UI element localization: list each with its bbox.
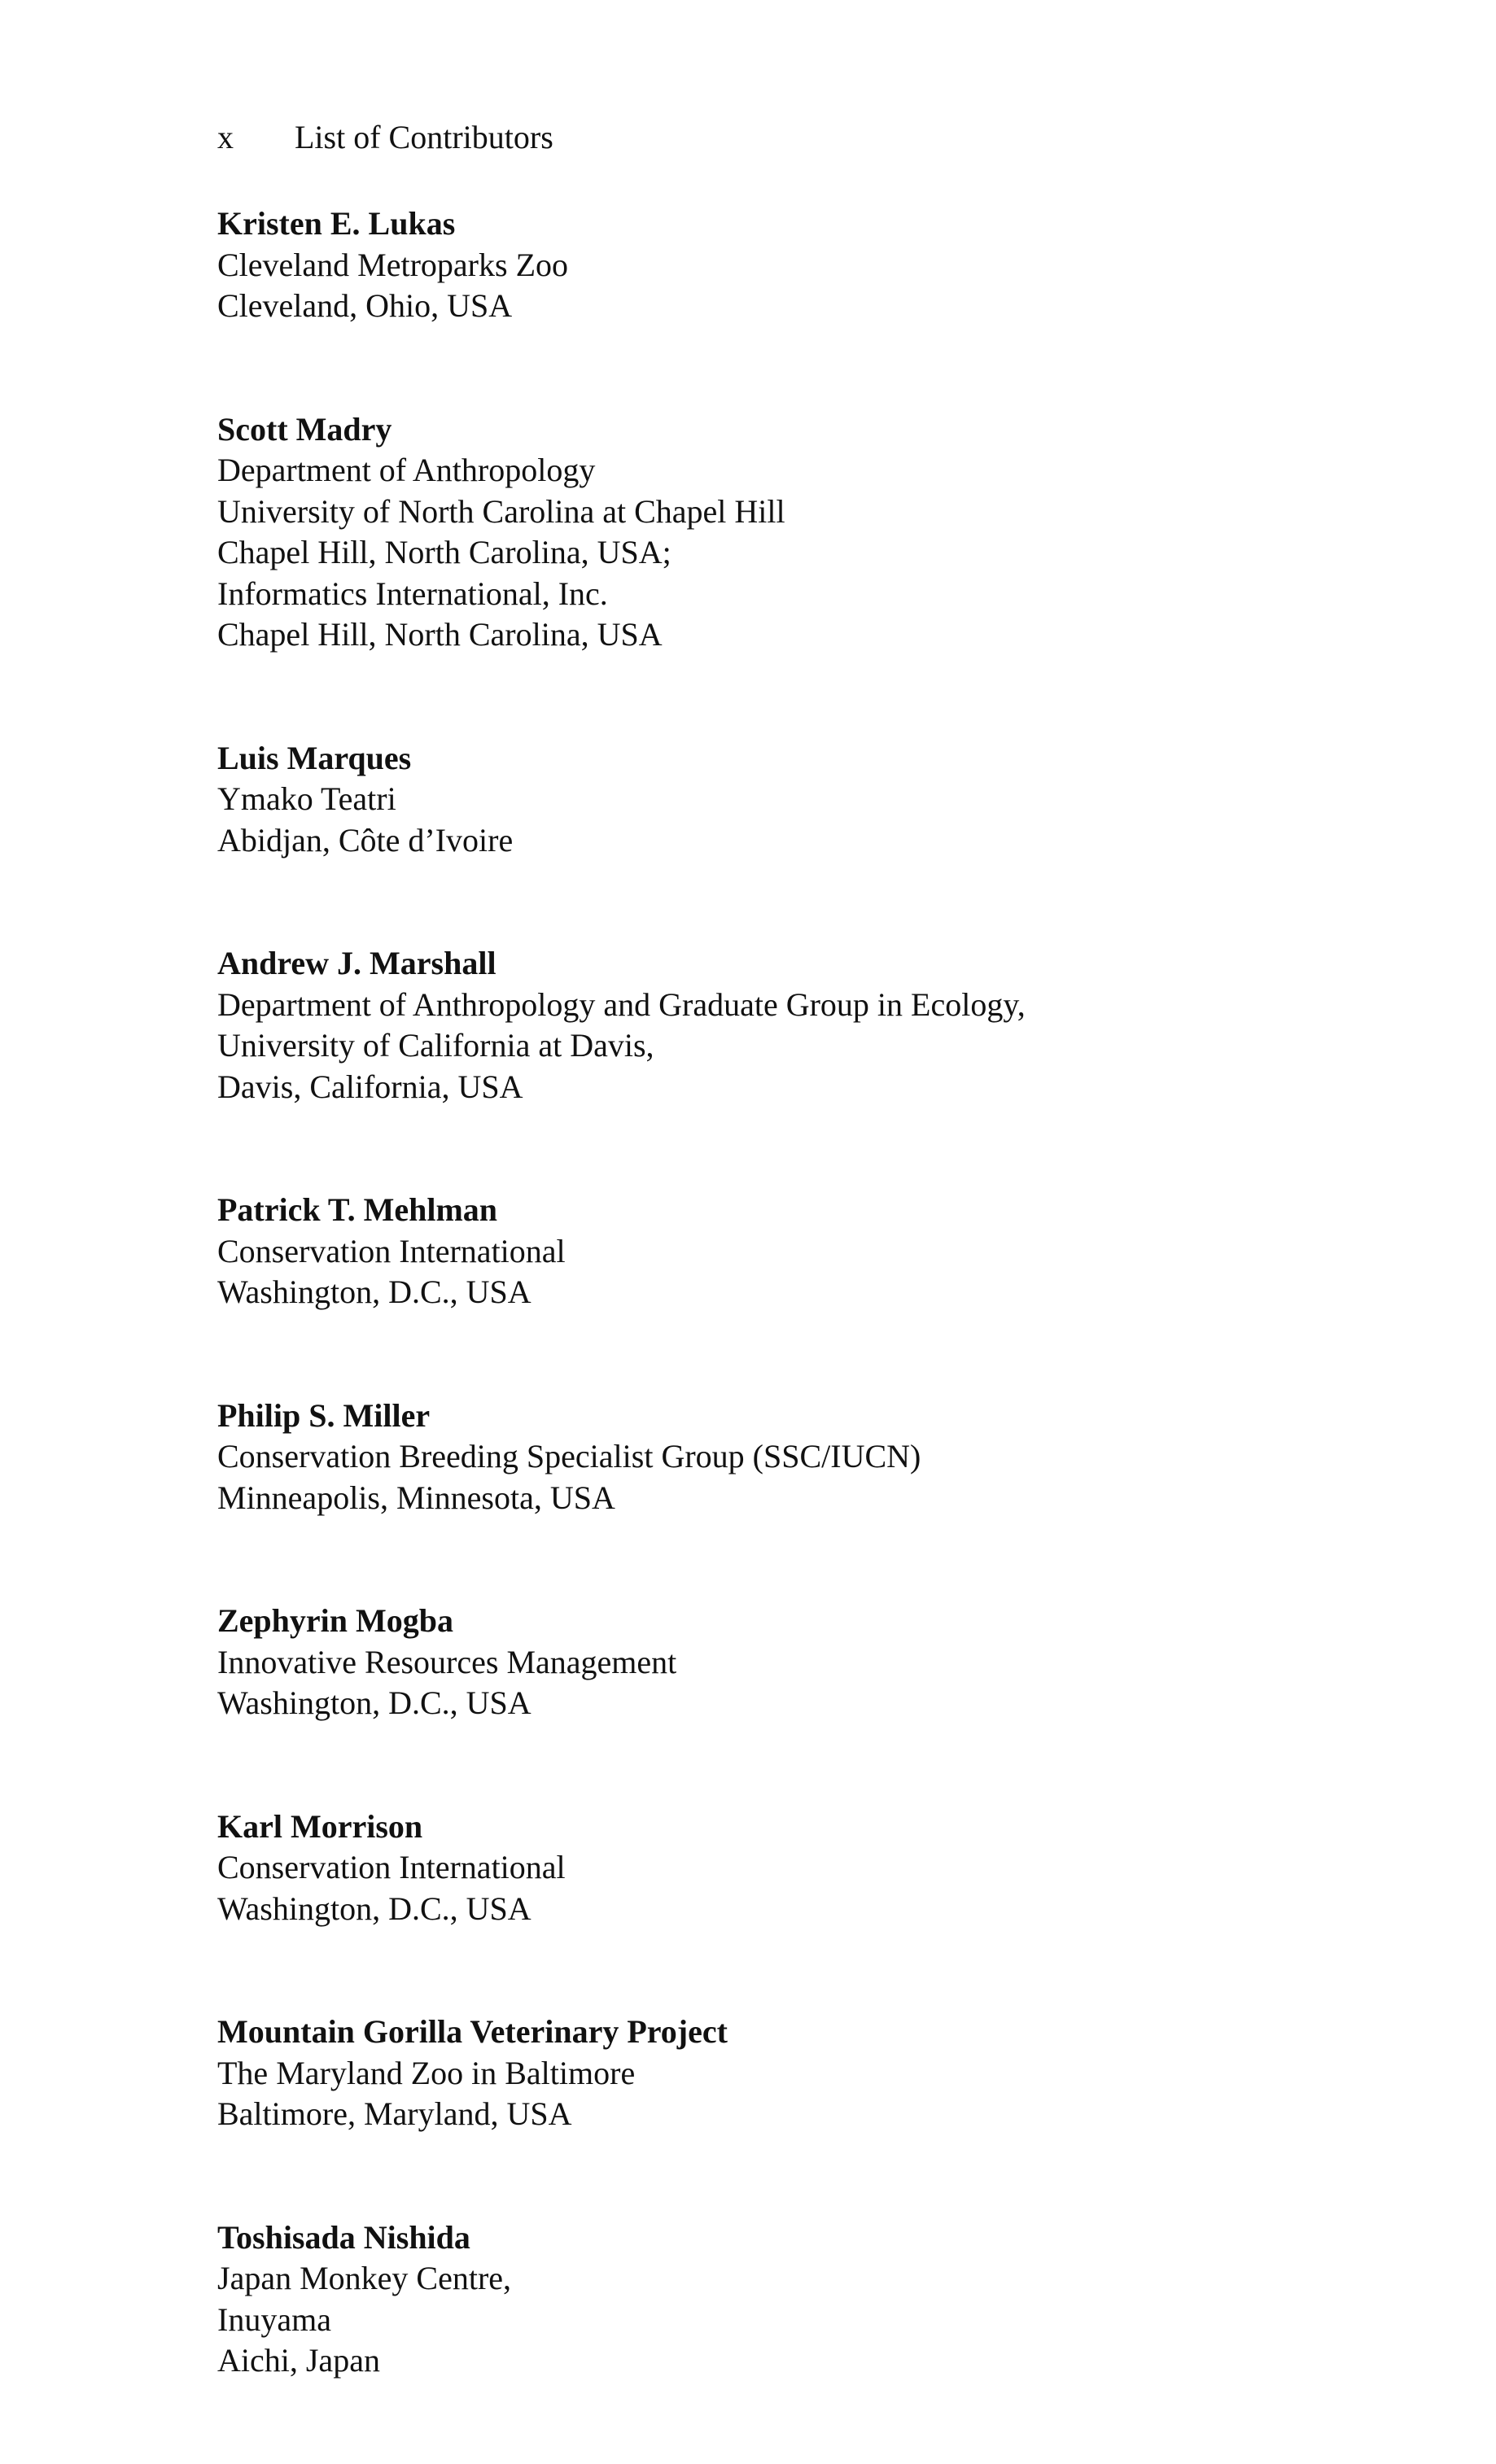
contributor-name: Luis Marques <box>217 739 412 776</box>
contributor-name: Mountain Gorilla Veterinary Project <box>217 2013 728 2050</box>
contributor-name: Toshisada Nishida <box>217 2218 470 2256</box>
contributor-entry <box>217 738 1398 862</box>
contributor-name: Andrew J. Marshall <box>217 945 496 981</box>
affiliation-line: Japan Monkey Centre, <box>217 2260 512 2296</box>
affiliation-line: Baltimore, Maryland, USA <box>217 2095 572 2132</box>
affiliation-line: Inuyama <box>217 2300 331 2338</box>
contributor-list <box>217 203 1398 2464</box>
contributor-name: Zephyrin Mogba <box>217 1602 454 1639</box>
contributor-name: Philip S. Miller <box>217 1396 431 1434</box>
contributor-entry <box>217 943 1398 1107</box>
affiliation-line: University of North Carolina at Chapel Hill <box>217 492 785 530</box>
affiliation-line: Department of Anthropology <box>217 452 596 488</box>
contributor-name: Scott Madry <box>217 410 392 448</box>
affiliation-line: Chapel Hill, North Carolina, USA <box>217 616 663 653</box>
affiliation-line: Abidjan, Côte d’Ivoire <box>217 821 514 858</box>
affiliation-line: Cleveland Metroparks Zoo <box>217 246 568 283</box>
contributor-entry <box>217 2217 1398 2382</box>
contributor-entry <box>217 1601 1398 1724</box>
contributor-entry <box>217 1396 1398 1519</box>
affiliation-line: Washington, D.C., USA <box>217 1274 531 1310</box>
contributor-entry <box>217 203 1398 327</box>
affiliation-line: University of California at Davis, <box>217 1027 654 1064</box>
contributor-entry <box>217 1806 1398 1930</box>
contributor-entry <box>217 409 1398 656</box>
contributor-name: Kristen E. Lukas <box>217 205 456 242</box>
affiliation-line: Innovative Resources Management <box>217 1643 677 1680</box>
contributor-entry <box>217 2012 1398 2135</box>
contributor-name: Patrick T. Mehlman <box>217 1191 498 1228</box>
affiliation-line: Conservation International <box>217 1849 566 1885</box>
affiliation-line: Department of Anthropology and Graduate Group in Ecology, <box>217 985 1026 1023</box>
affiliation-line: Informatics International, Inc. <box>217 574 608 612</box>
affiliation-line: Ymako Teatri <box>217 780 396 817</box>
affiliation-line: Davis, California, USA <box>217 1068 523 1105</box>
affiliation-line: Chapel Hill, North Carolina, USA; <box>217 534 671 570</box>
affiliation-line: Cleveland, Ohio, USA <box>217 287 513 324</box>
affiliation-line: Aichi, Japan <box>217 2342 380 2379</box>
affiliation-line: Minneapolis, Minnesota, USA <box>217 1479 615 1516</box>
page-number: x <box>217 119 234 155</box>
contributor-name: Karl Morrison <box>217 1807 423 1845</box>
contributor-entry <box>217 1190 1398 1313</box>
affiliation-line: Conservation Breeding Specialist Group (SSC/IUCN) <box>217 1438 921 1474</box>
affiliation-line: Washington, D.C., USA <box>217 1890 531 1927</box>
affiliation-line: The Maryland Zoo in Baltimore <box>217 2054 636 2091</box>
page-title: List of Contributors <box>295 119 553 155</box>
affiliation-line: Conservation International <box>217 1232 566 1269</box>
affiliation-line: Washington, D.C., USA <box>217 1684 531 1721</box>
running-head <box>217 117 553 158</box>
